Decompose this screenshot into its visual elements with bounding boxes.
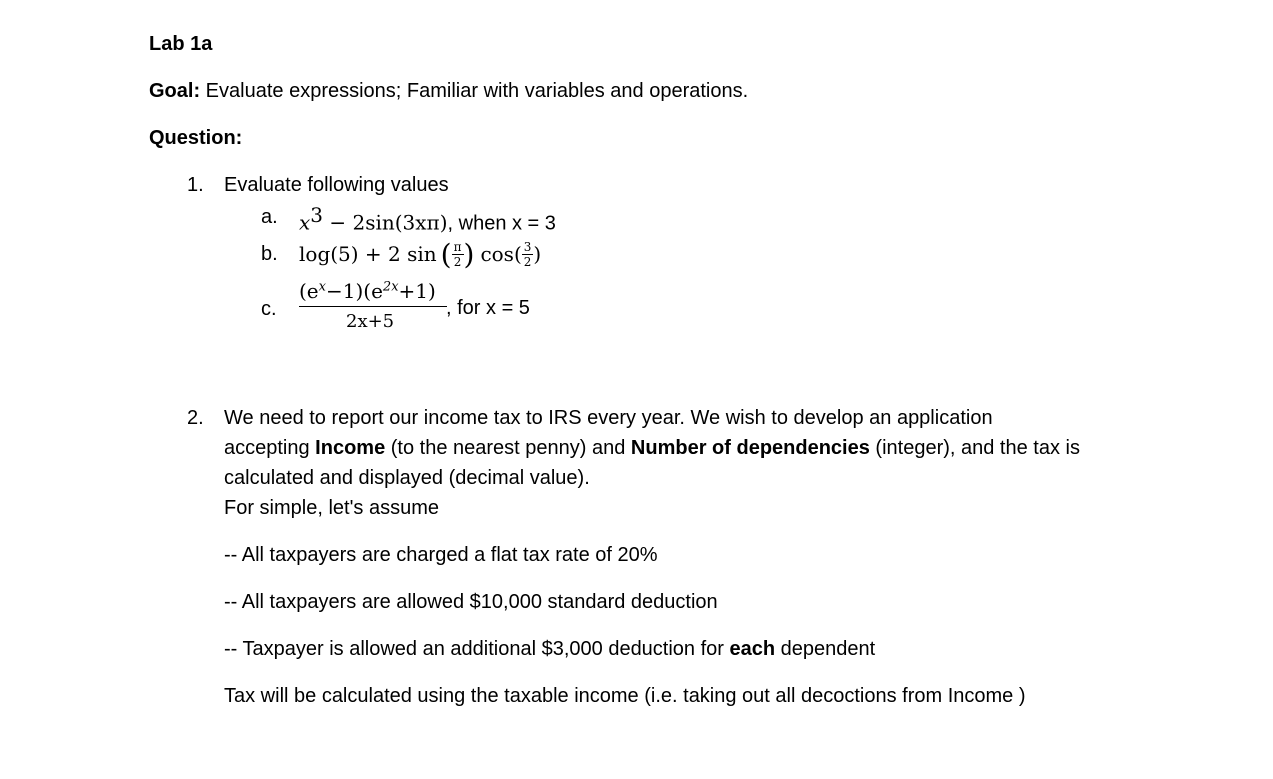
goal-line — [149, 80, 748, 103]
q1a-power: 3 — [310, 203, 324, 227]
q2-line2-c: (to the nearest penny) and — [385, 437, 631, 459]
q1b-frac1-num: π — [453, 239, 462, 254]
q1b-frac2 — [522, 241, 534, 268]
q1-number: 1. — [187, 174, 204, 196]
q1b-expression — [299, 234, 541, 274]
q2-dependencies-bold: Number of dependencies — [630, 437, 870, 459]
q1c-fraction-bar — [299, 306, 447, 307]
question-label: Question: — [149, 127, 243, 149]
q2-number: 2. — [187, 407, 204, 429]
q1c-num-part3: +1) — [398, 279, 436, 303]
q1b-paren2-open: ( — [513, 242, 522, 266]
q2-rule1: -- All taxpayers are charged a flat tax rate of 20% — [224, 544, 658, 566]
goal-text: Evaluate expressions; Familiar with variables and operations. — [200, 80, 749, 102]
q2-line2 — [224, 437, 1080, 460]
q1b-frac2-num: 3 — [523, 239, 532, 254]
q1b-frac1 — [452, 241, 464, 268]
q1c-num-part1: (e — [299, 279, 319, 303]
q1c-num-pow2: 2x — [382, 279, 399, 295]
q2-rule3-a: -- Taxpayer is allowed an additional $3,000 deduction for — [224, 638, 730, 660]
q1c-suffix: , for x = 5 — [446, 297, 530, 319]
q1c-letter: c. — [261, 298, 277, 320]
q1b-start: log(5) + 2 sin — [299, 242, 437, 266]
q1a-letter: a. — [261, 206, 278, 228]
q1c-num-pow1: x — [318, 279, 326, 295]
q1a-expression — [299, 203, 556, 236]
goal-label: Goal: — [149, 80, 201, 102]
q1-text: Evaluate following values — [224, 174, 449, 196]
q2-rule2: -- All taxpayers are allowed $10,000 standard deduction — [224, 591, 718, 613]
q1a-suffix: , when x = 3 — [447, 212, 556, 235]
q1b-paren-close: ) — [463, 237, 475, 271]
q1c-num-part2: −1)(e — [325, 279, 383, 303]
q1b-cos: cos — [480, 242, 514, 266]
q2-closing: Tax will be calculated using the taxable income (i.e. taking out all decoctions from Income ) — [224, 685, 1026, 707]
q1b-frac1-den: 2 — [453, 254, 462, 269]
lab-title: Lab 1a — [149, 33, 213, 55]
q2-line2-a: accepting — [224, 437, 316, 459]
q2-line3: calculated and displayed (decimal value). — [224, 467, 590, 489]
q2-line4: For simple, let's assume — [224, 497, 439, 519]
q1a-rest: − 2sin(3xπ) — [323, 210, 448, 235]
q1b-paren-open: ( — [440, 237, 452, 271]
q1a-x: x — [299, 210, 311, 235]
q1b-letter: b. — [261, 243, 278, 265]
q1b-paren2-close: ) — [533, 242, 542, 266]
q1b-frac2-den: 2 — [523, 254, 532, 269]
q1c-denominator: 2x+5 — [346, 311, 395, 332]
q2-rule3-c: dependent — [775, 638, 876, 660]
q2-rule3 — [224, 638, 875, 661]
q2-income-bold: Income — [315, 437, 386, 459]
q1c-numerator — [299, 279, 436, 303]
q2-each-bold: each — [729, 638, 776, 660]
q2-line2-e: (integer), and the tax is — [869, 437, 1080, 459]
q2-line1: We need to report our income tax to IRS every year. We wish to develop an application — [224, 407, 993, 429]
